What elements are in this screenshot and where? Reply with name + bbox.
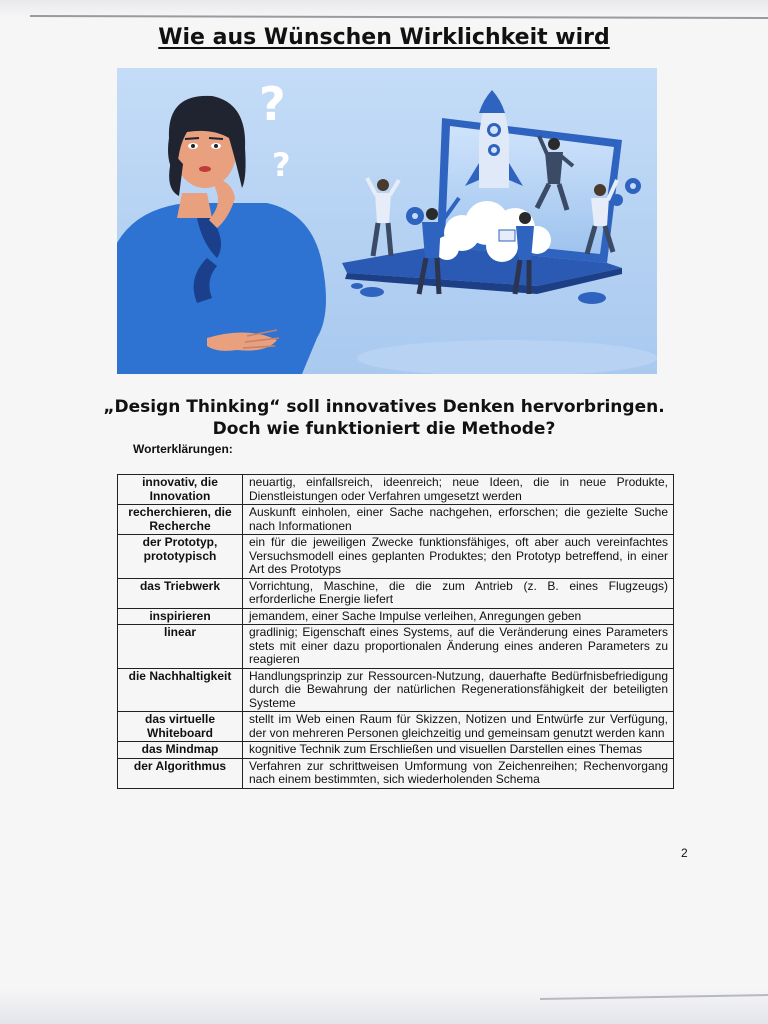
- glossary-definition: Vorrichtung, Maschine, die die zum Antrieb (z. B. eines Flugzeugs) erforderliche Energie liefert: [243, 578, 674, 608]
- table-row: [118, 608, 674, 625]
- glossary-table: [117, 474, 674, 789]
- glossary-term: der Prototyp, prototypisch: [118, 535, 243, 579]
- glossary-term: die Nachhaltigkeit: [118, 668, 243, 712]
- glossary-term: das Mindmap: [118, 742, 243, 759]
- glossary-term: linear: [118, 625, 243, 669]
- glossary-term: recherchieren, die Recherche: [118, 505, 243, 535]
- glossary-definition: neuartig, einfallsreich, ideenreich; neue Ideen, die in neue Produkte, Dienstleistungen oder Verfahren umgesetzt werden: [243, 475, 674, 505]
- table-row: [118, 742, 674, 759]
- table-row: [118, 625, 674, 669]
- glossary-label: Worterklärungen:: [133, 442, 233, 456]
- table-row: [118, 578, 674, 608]
- glossary-term: der Algorithmus: [118, 758, 243, 788]
- table-row: [118, 475, 674, 505]
- glossary-definition: Verfahren zur schrittweisen Umformung von Zeichenreihen; Rechenvorgang nach einem bestimmten, sich wiederholenden Schema: [243, 758, 674, 788]
- question-mark-icon: ?: [272, 146, 291, 184]
- glossary-definition: kognitive Technik zum Erschließen und visuellen Darstellen eines Themas: [243, 742, 674, 759]
- table-row: [118, 668, 674, 712]
- section-heading: „Design Thinking“ soll innovatives Denken hervorbringen.: [103, 397, 665, 417]
- glossary-definition: Handlungsprinzip zur Ressourcen-Nutzung, dauerhafte Bedürfnisbefriedigung durch die Bewahrung der natürlichen Regenerationsfähigkeit der beteiligten Systeme: [243, 668, 674, 712]
- question-mark-icon: ?: [259, 77, 286, 131]
- glossary-definition: stellt im Web einen Raum für Skizzen, Notizen und Entwürfe zur Verfügung, der von mehreren Personen gleichzeitig und gemeinsam genutzt werden kann: [243, 712, 674, 742]
- table-row: [118, 712, 674, 742]
- page-title: Wie aus Wünschen Wirklichkeit wird: [158, 25, 610, 50]
- section-subheading: Doch wie funktioniert die Methode?: [212, 419, 556, 439]
- glossary-term: das virtuelle Whiteboard: [118, 712, 243, 742]
- glossary-definition: ein für die jeweiligen Zwecke funktionsfähiges, oft aber auch vereinfachtes Versuchsmodell eines geplanten Produktes; den Prototyp betreffend, in einer Art des Prototyps: [243, 535, 674, 579]
- table-row: [118, 535, 674, 579]
- glossary-definition: gradlinig; Eigenschaft eines Systems, auf die Veränderung eines Parameters stets mit einer dazu proportionalen Änderung eines anderen Parameters zu reagieren: [243, 625, 674, 669]
- glossary-definition: jemandem, einer Sache Impulse verleihen, Anregungen geben: [243, 608, 674, 625]
- glossary-term: innovativ, die Innovation: [118, 475, 243, 505]
- table-row: [118, 505, 674, 535]
- design-thinking-illustration: [117, 68, 657, 374]
- glossary-term: inspirieren: [118, 608, 243, 625]
- glossary-definition: Auskunft einholen, einer Sache nachgehen, erforschen; die gezielte Suche nach Informationen: [243, 505, 674, 535]
- glossary-term: das Triebwerk: [118, 578, 243, 608]
- scan-edge-bottom: [0, 988, 768, 1024]
- table-row: [118, 758, 674, 788]
- page-number: 2: [681, 846, 688, 860]
